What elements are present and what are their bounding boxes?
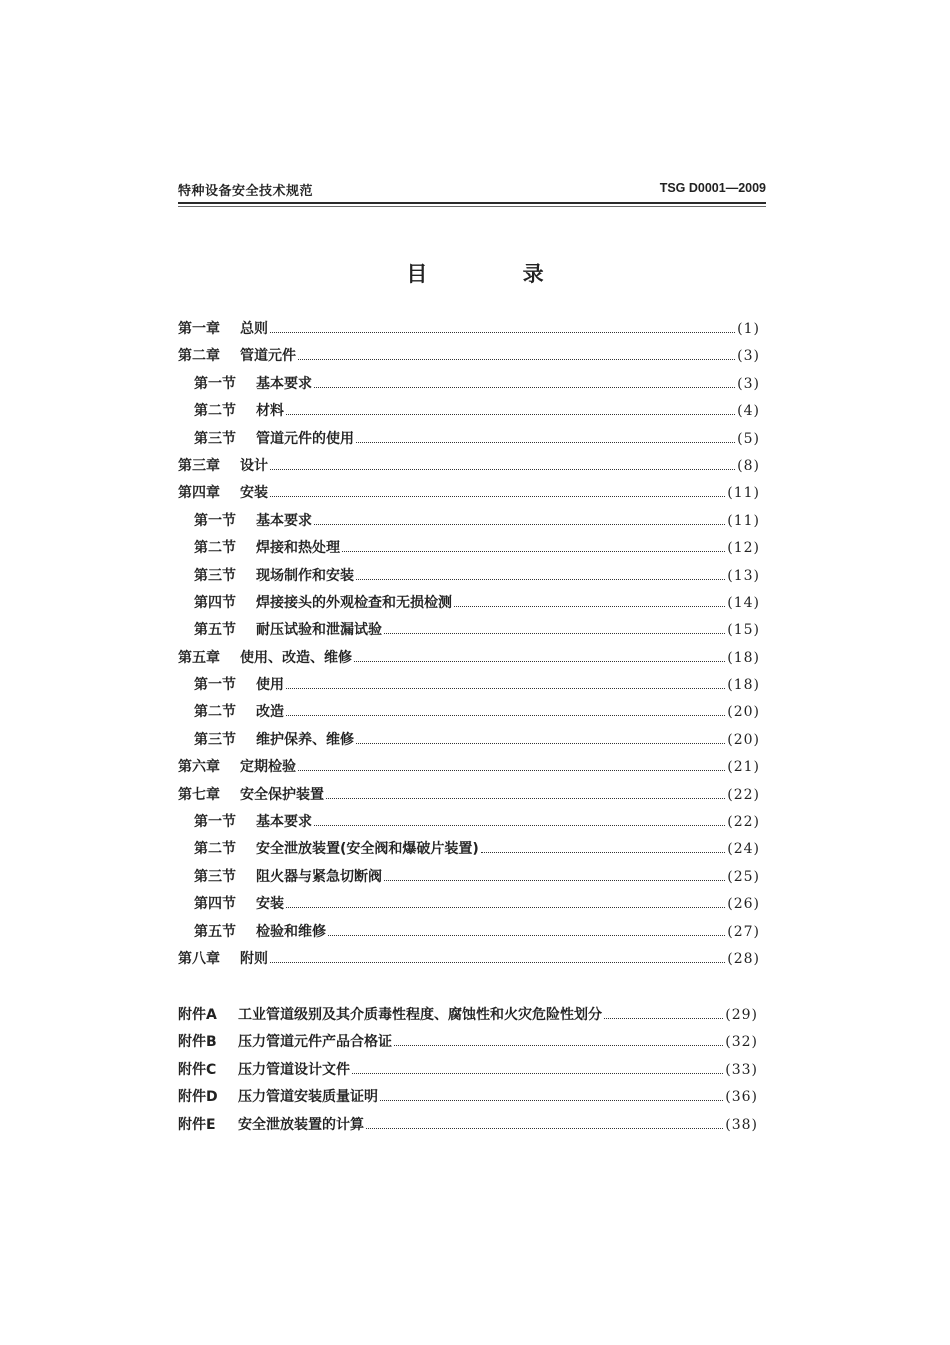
dot-leader [481, 852, 725, 853]
dot-leader [380, 1100, 723, 1101]
entry-page-number: (18) [727, 677, 760, 694]
entry-number: 第三节 [194, 731, 236, 748]
toc-chapter-entry[interactable] [178, 647, 760, 674]
entry-number: 第一节 [194, 677, 236, 694]
entry-page-number: (26) [727, 896, 760, 913]
toc-section-entry[interactable] [178, 838, 760, 865]
entry-number: 第一节 [194, 512, 236, 529]
header-standard-code: TSG D0001—2009 [659, 181, 766, 195]
entry-title: 改造 [256, 704, 284, 721]
header-rule-thick [178, 202, 766, 204]
entry-title: 总则 [240, 321, 268, 337]
dot-leader [356, 579, 725, 580]
entry-number: 第一节 [194, 375, 236, 392]
entry-title: 附则 [240, 950, 268, 967]
entry-number: 第二节 [194, 704, 236, 721]
entry-number: 第三节 [194, 868, 236, 885]
dot-leader [394, 1045, 723, 1046]
entry-title: 压力管道安装质量证明 [238, 1089, 378, 1106]
dot-leader [352, 1073, 723, 1074]
dot-leader [366, 1128, 723, 1129]
table-of-contents [178, 318, 760, 975]
entry-number: 第三节 [194, 567, 236, 584]
entry-title: 阻火器与紧急切断阀 [256, 868, 382, 885]
entry-title: 使用 [256, 677, 284, 694]
entry-page-number: (3) [737, 375, 760, 392]
toc-section-entry[interactable] [178, 811, 760, 838]
entry-title: 耐压试验和泄漏试验 [256, 622, 382, 639]
entry-page-number: (20) [727, 704, 760, 721]
entry-number: 第四节 [194, 896, 236, 913]
entry-title: 定期检验 [240, 759, 296, 776]
entry-title: 管道元件的使用 [256, 430, 354, 447]
entry-page-number: (8) [737, 457, 760, 474]
toc-chapter-entry[interactable] [178, 345, 760, 372]
entry-page-number: (12) [727, 540, 760, 557]
entry-page-number: (27) [727, 923, 760, 940]
entry-page-number: (3) [737, 348, 760, 365]
dot-leader [286, 907, 725, 908]
toc-chapter-entry[interactable] [178, 318, 760, 345]
toc-section-entry[interactable] [178, 373, 760, 400]
dot-leader [314, 825, 725, 826]
dot-leader [286, 688, 725, 689]
dot-leader [298, 359, 735, 360]
toc-section-entry[interactable] [178, 565, 760, 592]
entry-title: 基本要求 [256, 375, 312, 392]
appendix-entry[interactable] [178, 1059, 758, 1086]
entry-page-number: (11) [727, 485, 760, 502]
dot-leader [604, 1018, 723, 1019]
toc-chapter-entry[interactable] [178, 482, 760, 509]
toc-section-entry[interactable] [178, 510, 760, 537]
entry-page-number: (25) [727, 868, 760, 885]
dot-leader [270, 332, 735, 333]
toc-section-entry[interactable] [178, 701, 760, 728]
entry-title: 检验和维修 [256, 923, 326, 940]
entry-page-number: (36) [725, 1089, 758, 1106]
entry-title: 工业管道级别及其介质毒性程度、腐蚀性和火灾危险性划分 [238, 1007, 602, 1023]
dot-leader [286, 414, 735, 415]
entry-number: 第二节 [194, 841, 236, 858]
appendix-list [178, 1004, 758, 1141]
dot-leader [454, 606, 725, 607]
entry-title: 压力管道元件产品合格证 [238, 1034, 392, 1051]
entry-page-number: (32) [725, 1034, 758, 1051]
entry-title: 基本要求 [256, 512, 312, 529]
entry-page-number: (18) [727, 649, 760, 666]
entry-number: 附件A [178, 1007, 217, 1023]
dot-leader [270, 496, 725, 497]
entry-number: 附件B [178, 1034, 217, 1051]
entry-title: 基本要求 [256, 814, 312, 831]
entry-page-number: (14) [727, 594, 760, 611]
entry-number: 第七章 [178, 786, 220, 803]
entry-title: 设计 [240, 457, 268, 474]
entry-page-number: (22) [727, 786, 760, 803]
dot-leader [298, 770, 725, 771]
toc-chapter-entry[interactable] [178, 948, 760, 975]
entry-title: 安全保护装置 [240, 786, 324, 803]
entry-number: 第四章 [178, 485, 220, 502]
entry-title: 维护保养、维修 [256, 731, 354, 748]
dot-leader [314, 387, 735, 388]
toc-section-entry[interactable] [178, 729, 760, 756]
toc-chapter-entry[interactable] [178, 784, 760, 811]
toc-section-entry[interactable] [178, 537, 760, 564]
entry-title: 材料 [256, 403, 284, 420]
entry-page-number: (20) [727, 731, 760, 748]
entry-number: 第五节 [194, 923, 236, 940]
toc-section-entry[interactable] [178, 893, 760, 920]
entry-number: 第一节 [194, 814, 236, 831]
toc-chapter-entry[interactable] [178, 455, 760, 482]
toc-section-entry[interactable] [178, 619, 760, 646]
toc-section-entry[interactable] [178, 674, 760, 701]
toc-section-entry[interactable] [178, 866, 760, 893]
entry-title: 压力管道设计文件 [238, 1061, 350, 1078]
entry-page-number: (29) [725, 1007, 758, 1023]
entry-page-number: (15) [727, 622, 760, 639]
dot-leader [384, 880, 725, 881]
entry-title: 安装 [256, 896, 284, 913]
entry-number: 附件C [178, 1061, 217, 1078]
toc-section-entry[interactable] [178, 592, 760, 619]
entry-title: 使用、改造、维修 [240, 649, 352, 666]
dot-leader [286, 715, 725, 716]
header-spec-title: 特种设备安全技术规范 [178, 184, 314, 199]
appendix-entry[interactable] [178, 1004, 758, 1031]
entry-number: 第一章 [178, 321, 220, 337]
appendix-entry[interactable] [178, 1114, 758, 1141]
entry-title: 现场制作和安装 [256, 567, 354, 584]
entry-page-number: (4) [737, 403, 760, 420]
entry-page-number: (21) [727, 759, 760, 776]
entry-title: 管道元件 [240, 348, 296, 365]
entry-number: 第六章 [178, 759, 220, 776]
entry-page-number: (1) [737, 321, 760, 337]
header-rule-thin [178, 206, 766, 207]
entry-page-number: (38) [725, 1116, 758, 1133]
dot-leader [384, 633, 725, 634]
entry-number: 第五章 [178, 649, 220, 666]
entry-number: 第三章 [178, 457, 220, 474]
toc-section-entry[interactable] [178, 400, 760, 427]
entry-page-number: (11) [727, 512, 760, 529]
entry-number: 第三节 [194, 430, 236, 447]
entry-page-number: (5) [737, 430, 760, 447]
toc-section-entry[interactable] [178, 921, 760, 948]
entry-number: 第二节 [194, 403, 236, 420]
entry-number: 第五节 [194, 622, 236, 639]
entry-number: 第二节 [194, 540, 236, 557]
entry-title: 焊接和热处理 [256, 540, 340, 557]
appendix-entry[interactable] [178, 1031, 758, 1058]
entry-number: 附件E [178, 1116, 216, 1133]
entry-number: 第八章 [178, 950, 220, 967]
dot-leader [342, 551, 725, 552]
entry-page-number: (28) [727, 950, 760, 967]
entry-number: 第二章 [178, 348, 220, 365]
entry-page-number: (24) [727, 841, 760, 858]
toc-heading: 目 录 [406, 262, 588, 286]
dot-leader [356, 743, 725, 744]
entry-title: 安全泄放装置(安全阀和爆破片装置) [256, 841, 479, 858]
entry-title: 焊接接头的外观检查和无损检测 [256, 594, 452, 611]
dot-leader [328, 935, 725, 936]
dot-leader [270, 469, 735, 470]
entry-number: 第四节 [194, 594, 236, 611]
appendix-entry[interactable] [178, 1086, 758, 1113]
entry-title: 安全泄放装置的计算 [238, 1116, 364, 1133]
running-header [178, 180, 766, 204]
dot-leader [354, 661, 725, 662]
dot-leader [356, 442, 735, 443]
dot-leader [270, 962, 725, 963]
entry-title: 安装 [240, 485, 268, 502]
entry-page-number: (13) [727, 567, 760, 584]
dot-leader [314, 524, 725, 525]
entry-number: 附件D [178, 1089, 218, 1106]
toc-section-entry[interactable] [178, 428, 760, 455]
dot-leader [326, 798, 725, 799]
entry-page-number: (22) [727, 814, 760, 831]
entry-page-number: (33) [725, 1061, 758, 1078]
toc-chapter-entry[interactable] [178, 756, 760, 783]
